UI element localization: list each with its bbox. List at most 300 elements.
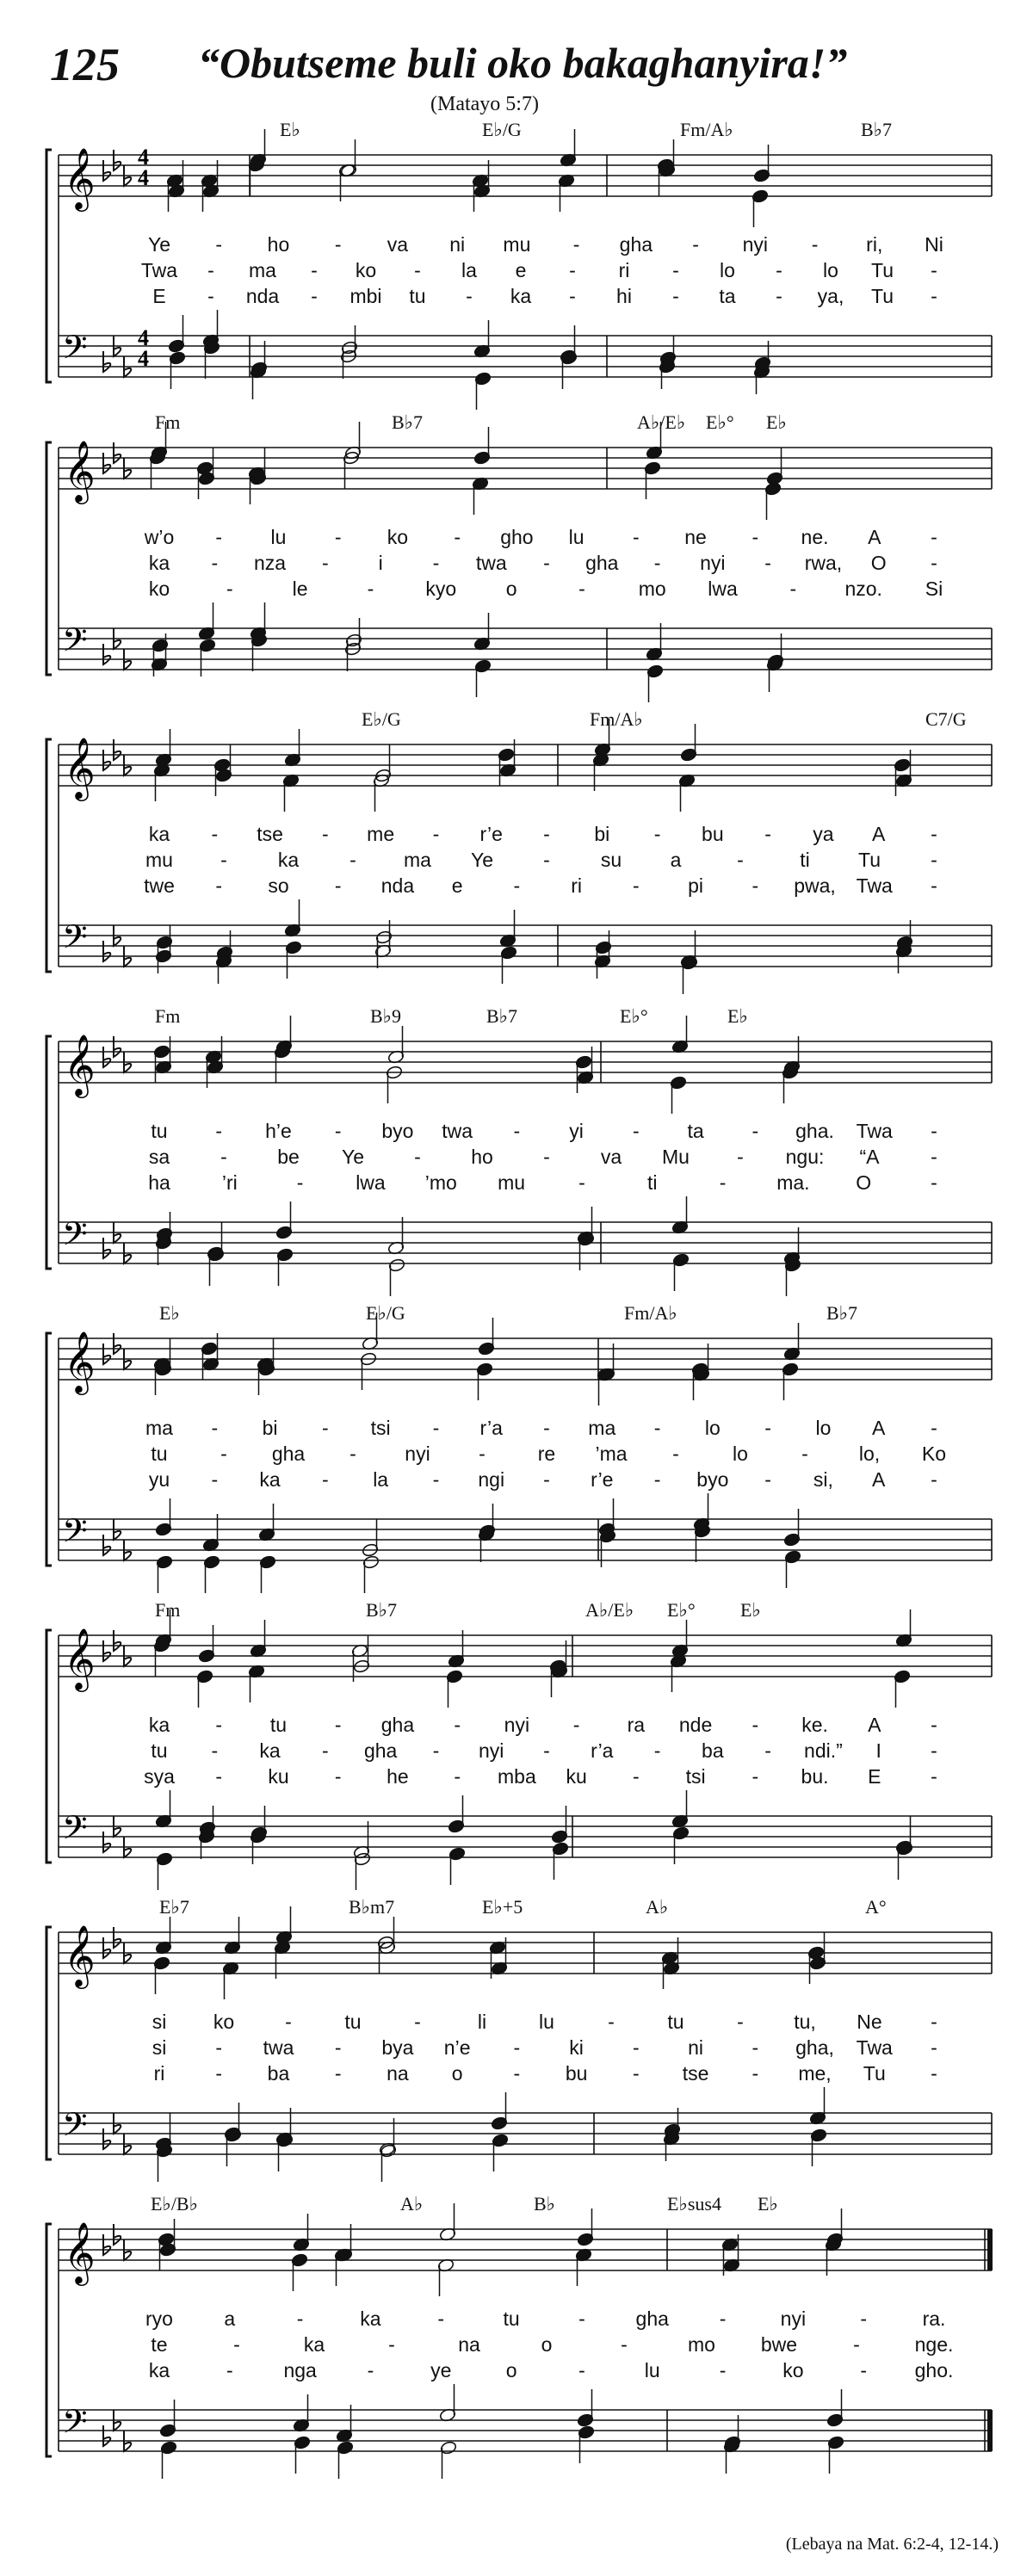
lyric-syllable: byo	[696, 1468, 729, 1491]
lyric-syllable: e	[451, 874, 463, 897]
lyric-syllable: nzo.	[844, 578, 882, 600]
lyric-syllable: na	[387, 2062, 409, 2085]
lyric-syllable: o	[541, 2333, 553, 2356]
lyric-syllable: -	[572, 1714, 580, 1736]
treble-clef: 𝄞	[64, 146, 96, 209]
bass-clef: 𝄢	[62, 2105, 88, 2152]
lyric-syllable: -	[322, 823, 329, 845]
lyric-syllable: mba	[498, 1765, 536, 1788]
lyric-syllable: mu	[498, 1171, 526, 1194]
lyric-syllable: ra	[627, 1714, 646, 1736]
lyric-syllable: ’mo	[424, 1171, 457, 1194]
lyric-syllable: byo	[381, 1120, 414, 1142]
lyric-syllable: ri,	[866, 233, 883, 256]
lyric-syllable: w’o	[144, 526, 175, 548]
lyric-syllable: me,	[798, 2062, 832, 2085]
chord-symbol: A°	[865, 1896, 887, 1918]
lyric-syllable: e	[515, 259, 527, 281]
lyric-syllable: Mu	[662, 1146, 690, 1168]
lyric-syllable: -	[752, 526, 759, 548]
lyric-syllable: -	[211, 552, 219, 574]
lyric-syllable: -	[211, 1468, 219, 1491]
lyric-syllable: -	[764, 823, 771, 845]
lyric-syllable: bu	[565, 2062, 588, 2085]
lyric-syllable: -	[572, 233, 580, 256]
lyric-syllable: Twa	[856, 874, 893, 897]
treble-clef: 𝄞	[64, 1627, 96, 1690]
lyric-syllable: -	[653, 823, 661, 845]
lyric-syllable: kyo	[425, 578, 457, 600]
lyric-syllable: ne	[684, 526, 707, 548]
lyric-syllable: -	[633, 2036, 640, 2059]
system-8	[46, 2193, 992, 2479]
flat-sign	[103, 453, 110, 473]
lyric-syllable: le	[292, 578, 308, 600]
lyric-syllable: A	[868, 1714, 881, 1736]
lyric-syllable: a	[670, 849, 682, 871]
lyric-syllable: nyi	[479, 1739, 504, 1762]
lyric-syllable: mo	[688, 2333, 715, 2356]
lyric-syllable: me	[367, 823, 395, 845]
lyric-syllable: -	[432, 552, 440, 574]
lyric-syllable: -	[672, 259, 679, 281]
lyric-syllable: E	[152, 285, 166, 307]
lyric-syllable: ko	[782, 2359, 804, 2381]
system-bracket	[46, 739, 52, 972]
lyric-syllable: gha	[380, 1714, 415, 1736]
chord-symbol: E♭sus4	[667, 2193, 721, 2215]
lyric-syllable: tsi	[370, 1417, 391, 1439]
lyric-syllable: -	[653, 1417, 661, 1439]
lyric-syllable: lo	[815, 1417, 832, 1439]
lyric-syllable: -	[931, 285, 937, 307]
lyric-syllable: O	[856, 1171, 872, 1194]
chord-symbol: E♭	[727, 1005, 748, 1027]
lyric-syllable: Tu	[871, 285, 894, 307]
chord-symbol: E♭/G	[362, 708, 401, 730]
lyric-syllable: -	[752, 874, 759, 897]
lyric-syllable: -	[931, 552, 937, 574]
lyric-syllable: -	[653, 552, 661, 574]
flat-sign	[103, 1344, 110, 1364]
lyric-syllable: -	[215, 1714, 223, 1736]
lyric-syllable: -	[215, 233, 223, 256]
lyric-syllable: -	[719, 1171, 727, 1194]
lyric-syllable: -	[543, 1468, 550, 1491]
chord-symbol: E♭+5	[482, 1896, 523, 1918]
lyric-syllable: ngi	[478, 1468, 505, 1491]
lyric-syllable: -	[211, 1417, 219, 1439]
lyric-syllable: -	[801, 1442, 808, 1465]
lyric-syllable: ki	[569, 2036, 584, 2059]
treble-clef: 𝄞	[64, 1330, 96, 1393]
chord-symbol: C7/G	[925, 708, 967, 730]
lyric-syllable: twe	[144, 874, 175, 897]
lyric-syllable: tsi	[685, 1765, 706, 1788]
lyric-syllable: -	[367, 2359, 374, 2381]
lyric-syllable: nyi	[742, 233, 769, 256]
lyric-syllable: Ko	[921, 1442, 947, 1465]
lyric-syllable: -	[334, 874, 342, 897]
lyric-syllable: Si	[925, 578, 943, 600]
system-bracket	[46, 1630, 52, 1863]
lyric-syllable: -	[215, 526, 223, 548]
lyric-syllable: r’a	[591, 1739, 614, 1762]
lyric-syllable: o	[505, 578, 517, 600]
chord-symbol: B♭m7	[349, 1896, 395, 1918]
lyric-syllable: gha	[635, 2307, 669, 2330]
lyric-syllable: nge.	[914, 2333, 954, 2356]
lyric-syllable: ye	[430, 2359, 452, 2381]
lyric-syllable: tu	[151, 1739, 168, 1762]
lyric-syllable: O	[870, 552, 887, 574]
lyric-syllable: ’ma	[595, 1442, 628, 1465]
lyric-syllable: mu	[145, 849, 173, 871]
lyric-syllable: -	[578, 2359, 585, 2381]
lyric-syllable: na	[458, 2333, 480, 2356]
hymn-title: “Obutseme buli oko bakaghanyira!”	[198, 39, 848, 87]
lyric-syllable: -	[633, 1765, 640, 1788]
lyric-syllable: -	[543, 1146, 550, 1168]
lyric-syllable: lo	[720, 259, 735, 281]
flat-sign	[103, 1047, 110, 1067]
lyric-syllable: -	[466, 285, 473, 307]
lyric-syllable: -	[752, 1714, 759, 1736]
flat-sign	[114, 150, 121, 170]
bass-clef: 𝄢	[62, 621, 88, 667]
lyric-syllable: lwa	[708, 578, 738, 600]
lyric-syllable: hi	[616, 285, 632, 307]
lyric-syllable: n’e	[443, 2036, 471, 2059]
lyric-syllable: -	[853, 2333, 860, 2356]
flat-sign	[103, 1640, 110, 1661]
lyric-syllable: bi	[262, 1417, 278, 1439]
lyric-syllable: -	[931, 1146, 937, 1168]
lyric-syllable: bwe	[760, 2333, 798, 2356]
lyric-syllable: -	[207, 259, 214, 281]
lyric-syllable: ngu:	[785, 1146, 825, 1168]
lyric-syllable: -	[931, 1739, 937, 1762]
lyric-syllable: -	[931, 526, 937, 548]
lyric-syllable: ti	[646, 1171, 658, 1194]
lyric-syllable: -	[633, 2062, 640, 2085]
lyric-syllable: -	[454, 1765, 461, 1788]
lyric-syllable: si,	[813, 1468, 833, 1491]
lyric-syllable: ka	[148, 552, 170, 574]
lyric-syllable: ta	[719, 285, 736, 307]
lyric-syllable: -	[569, 259, 576, 281]
lyric-syllable: -	[454, 526, 461, 548]
lyric-syllable: rwa,	[804, 552, 843, 574]
lyric-syllable: -	[776, 285, 782, 307]
lyric-syllable: tu	[151, 1120, 168, 1142]
lyric-syllable: nda	[245, 285, 280, 307]
bass-clef: 𝄢	[62, 1808, 88, 1855]
lyric-syllable: -	[334, 526, 342, 548]
lyric-syllable: Ye	[147, 233, 171, 256]
lyric-syllable: -	[860, 2307, 868, 2330]
lyric-syllable: -	[931, 874, 937, 897]
lyric-syllable: tu	[409, 285, 426, 307]
lyric-syllable: -	[737, 1146, 744, 1168]
lyric-syllable: tu	[344, 2011, 362, 2033]
chord-symbol: E♭/G	[366, 1302, 405, 1324]
lyric-syllable: Tu	[858, 849, 881, 871]
lyric-syllable: r’e	[479, 823, 503, 845]
chord-symbol: E♭/B♭	[151, 2193, 198, 2215]
lyric-syllable: -	[334, 1714, 342, 1736]
lyric-syllable: -	[211, 1739, 219, 1762]
lyric-syllable: va	[387, 233, 409, 256]
chord-symbol: E♭°	[706, 411, 734, 433]
lyric-syllable: lo	[733, 1442, 748, 1465]
chord-symbol: E♭	[758, 2193, 778, 2215]
lyric-syllable: -	[737, 849, 744, 871]
lyric-syllable: -	[285, 2011, 292, 2033]
lyric-syllable: -	[311, 285, 318, 307]
lyric-syllable: -	[578, 2307, 585, 2330]
lyric-syllable: nda	[380, 874, 415, 897]
lyric-syllable: bi	[594, 823, 610, 845]
chord-symbol: B♭	[534, 2193, 556, 2215]
lyric-syllable: -	[764, 552, 771, 574]
lyric-syllable: -	[437, 2307, 445, 2330]
lyric-syllable: -	[543, 823, 550, 845]
lyric-syllable: -	[334, 2062, 342, 2085]
flat-sign	[114, 739, 121, 760]
chord-symbol: Fm	[155, 1005, 181, 1027]
lyric-syllable: lo	[823, 259, 838, 281]
chord-symbol: A♭/E♭	[585, 1599, 634, 1621]
lyric-syllable: ba	[702, 1739, 724, 1762]
flat-sign	[114, 2224, 121, 2245]
lyric-syllable: gha.	[795, 1120, 834, 1142]
lyric-syllable: twa	[263, 2036, 294, 2059]
lyric-syllable: ka	[303, 2333, 325, 2356]
lyric-syllable: lu	[539, 2011, 554, 2033]
lyric-syllable: tse	[682, 2062, 709, 2085]
lyric-syllable: yi	[569, 1120, 584, 1142]
lyric-syllable: -	[215, 1765, 223, 1788]
time-signature: 4	[138, 145, 149, 170]
system-bracket	[46, 442, 52, 675]
lyric-syllable: -	[931, 2036, 937, 2059]
flat-sign	[103, 644, 110, 664]
lyric-syllable: Ye	[341, 1146, 365, 1168]
lyric-syllable: lwa	[356, 1171, 386, 1194]
flat-sign	[103, 2234, 110, 2255]
lyric-syllable: -	[388, 2333, 395, 2356]
lyric-syllable: ri	[153, 2062, 165, 2085]
lyric-syllable: ti	[800, 849, 810, 871]
lyric-syllable: be	[277, 1146, 300, 1168]
lyric-syllable: gha	[619, 233, 653, 256]
lyric-syllable: su	[600, 849, 622, 871]
footer-reference: (Lebaya na Mat. 6:2-4, 12-14.)	[785, 2535, 999, 2554]
lyric-syllable: pwa,	[794, 874, 836, 897]
lyric-syllable: ha	[148, 1171, 170, 1194]
flat-sign	[103, 1535, 110, 1555]
lyric-syllable: -	[931, 1417, 937, 1439]
chord-symbol: E♭°	[620, 1005, 648, 1027]
lyric-syllable: -	[672, 1442, 679, 1465]
lyric-syllable: tu	[269, 1714, 288, 1736]
lyric-syllable: twa	[442, 1120, 473, 1142]
flat-sign	[103, 351, 110, 372]
lyric-syllable: va	[600, 1146, 622, 1168]
lyric-syllable: -	[569, 285, 576, 307]
lyric-syllable: bu.	[801, 1765, 829, 1788]
lyric-syllable: -	[543, 849, 550, 871]
lyric-syllable: -	[334, 1120, 342, 1142]
lyric-syllable: lo	[704, 1417, 721, 1439]
lyric-syllable: -	[220, 849, 227, 871]
lyric-syllable: la	[373, 1468, 389, 1491]
chord-symbol: B♭7	[366, 1599, 398, 1621]
treble-clef: 𝄞	[64, 736, 96, 799]
lyric-syllable: Ye	[470, 849, 494, 871]
lyric-syllable: nyi	[780, 2307, 807, 2330]
lyric-syllable: bu	[702, 823, 724, 845]
lyric-syllable: gha	[585, 552, 619, 574]
lyric-syllable: bya	[381, 2036, 414, 2059]
system-bracket	[46, 1036, 52, 1269]
lyric-syllable: -	[737, 2011, 744, 2033]
chord-symbol: B♭7	[392, 411, 424, 433]
lyric-syllable: mu	[503, 233, 531, 256]
lyric-syllable: nyi	[405, 1442, 430, 1465]
lyric-syllable: tu,	[794, 2011, 816, 2033]
lyric-syllable: si	[152, 2036, 167, 2059]
lyric-syllable: re	[537, 1442, 556, 1465]
lyric-syllable: ka	[148, 1714, 170, 1736]
lyric-syllable: ka	[148, 2359, 170, 2381]
lyric-syllable: -	[752, 2036, 759, 2059]
lyric-syllable: ka	[510, 285, 532, 307]
lyric-syllable: o	[451, 2062, 463, 2085]
lyric-syllable: -	[211, 823, 219, 845]
lyric-syllable: -	[513, 874, 521, 897]
lyric-syllable: Tu	[871, 259, 894, 281]
lyric-syllable: -	[633, 1120, 640, 1142]
lyric-syllable: -	[543, 1417, 550, 1439]
lyric-syllable: ma	[404, 849, 431, 871]
lyric-syllable: -	[367, 578, 374, 600]
bass-clef: 𝄢	[62, 2402, 88, 2449]
lyric-syllable: ku	[268, 1765, 289, 1788]
lyric-syllable: Twa	[140, 259, 178, 281]
lyric-syllable: ko	[213, 2011, 235, 2033]
lyric-syllable: -	[432, 823, 440, 845]
lyric-syllable: -	[414, 2011, 421, 2033]
lyric-syllable: Twa	[856, 2036, 893, 2059]
lyric-syllable: mbi	[349, 285, 382, 307]
lyric-syllable: -	[621, 2333, 628, 2356]
lyric-syllable: ka	[259, 1468, 281, 1491]
chord-symbol: A♭	[646, 1896, 669, 1918]
lyric-syllable: Tu	[863, 2062, 886, 2085]
chord-symbol: A♭	[400, 2193, 424, 2215]
lyric-syllable: gha	[363, 1739, 398, 1762]
lyric-syllable: si	[152, 2011, 167, 2033]
treble-clef: 𝄞	[64, 1924, 96, 1986]
lyric-syllable: -	[752, 2062, 759, 2085]
lyric-syllable: sa	[148, 1146, 170, 1168]
lyric-syllable: tse	[257, 823, 283, 845]
hymn-number: 125	[50, 39, 120, 90]
system-1	[46, 119, 992, 410]
lyric-syllable: lo,	[858, 1442, 881, 1465]
lyric-syllable: A	[872, 1468, 886, 1491]
lyric-syllable: ku	[566, 1765, 587, 1788]
chord-symbol: B♭7	[826, 1302, 858, 1324]
lyric-syllable: ma	[145, 1417, 173, 1439]
lyric-syllable: nza	[254, 552, 287, 574]
system-bracket	[46, 2224, 52, 2456]
lyric-syllable: ndi.”	[804, 1739, 843, 1762]
lyric-syllable: ri	[618, 259, 630, 281]
lyric-syllable: -	[215, 1120, 223, 1142]
lyric-syllable: -	[349, 1442, 356, 1465]
lyric-syllable: tu	[667, 2011, 684, 2033]
lyric-syllable: ne.	[801, 526, 829, 548]
chord-symbol: E♭	[159, 1302, 180, 1324]
lyric-syllable: li	[477, 2011, 487, 2033]
lyric-syllable: -	[789, 578, 797, 600]
chord-symbol: B♭7	[486, 1005, 518, 1027]
lyric-syllable: i	[378, 552, 383, 574]
chord-symbol: Fm	[155, 1599, 181, 1621]
lyric-syllable: ma	[249, 259, 276, 281]
lyric-syllable: ko	[355, 259, 377, 281]
lyric-syllable: -	[764, 1739, 771, 1762]
flat-sign	[103, 750, 110, 770]
lyric-syllable: ho	[267, 233, 290, 256]
lyric-syllable: -	[608, 2011, 615, 2033]
flat-sign	[114, 1333, 121, 1354]
lyric-syllable: -	[931, 2011, 937, 2033]
system-7	[46, 1896, 992, 2182]
lyric-syllable: lu	[568, 526, 585, 548]
lyric-syllable: -	[322, 1468, 329, 1491]
lyric-syllable: -	[311, 259, 318, 281]
lyric-syllable: -	[432, 1417, 440, 1439]
lyric-syllable: -	[220, 1146, 227, 1168]
scripture-reference: (Matayo 5:7)	[430, 93, 539, 115]
lyric-syllable: ka	[360, 2307, 381, 2330]
treble-clef: 𝄞	[64, 2221, 96, 2283]
lyric-syllable: -	[931, 259, 937, 281]
lyric-syllable: gha,	[795, 2036, 834, 2059]
lyric-syllable: so	[268, 874, 289, 897]
lyric-syllable: -	[719, 2307, 727, 2330]
lyric-syllable: -	[931, 823, 937, 845]
lyric-syllable: -	[334, 1765, 342, 1788]
lyric-syllable: A	[872, 823, 886, 845]
lyric-syllable: -	[296, 1171, 304, 1194]
lyric-syllable: r’e	[591, 1468, 614, 1491]
lyric-syllable: nde	[678, 1714, 713, 1736]
lyric-syllable: ri	[571, 874, 583, 897]
chord-symbol: E♭	[740, 1599, 761, 1621]
lyric-syllable: -	[931, 2062, 937, 2085]
lyric-syllable: -	[543, 1739, 550, 1762]
flat-sign	[103, 160, 110, 181]
lyric-syllable: -	[215, 874, 223, 897]
lyric-syllable: -	[432, 1468, 440, 1491]
lyric-syllable: -	[479, 1442, 486, 1465]
lyric-syllable: -	[207, 285, 214, 307]
